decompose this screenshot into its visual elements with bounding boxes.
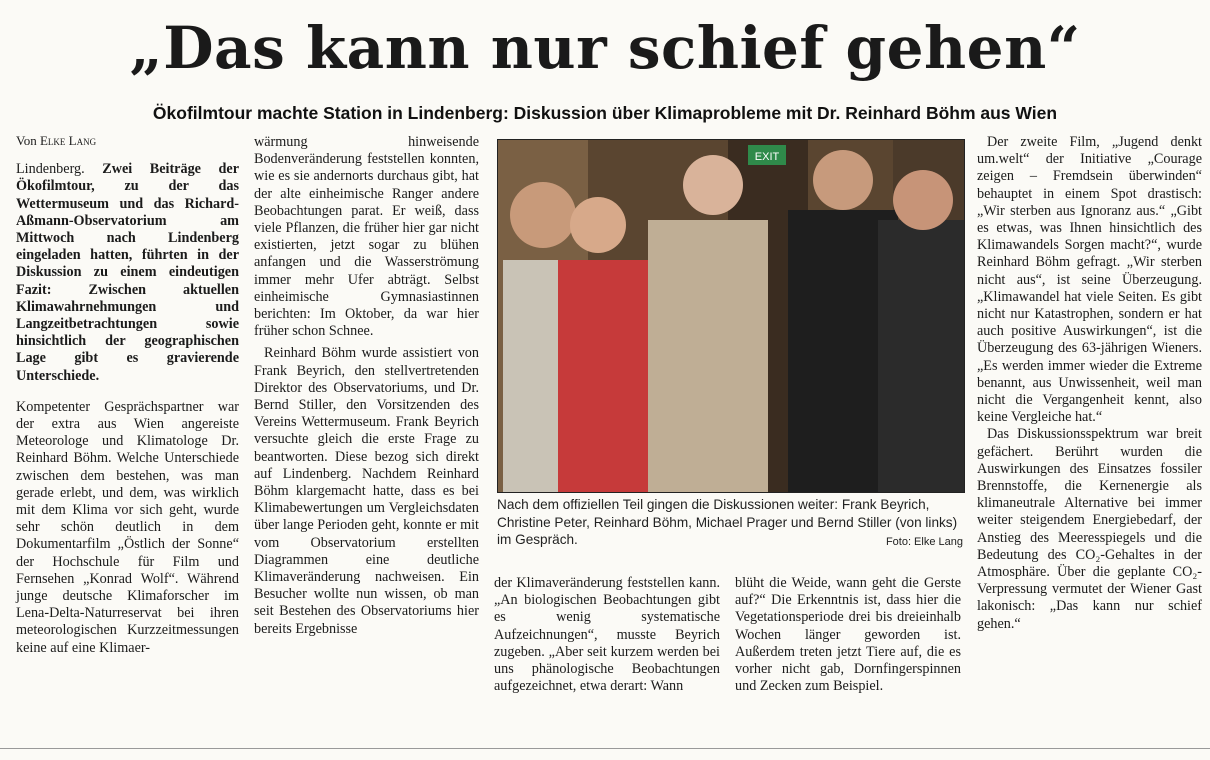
column-2-paragraph-2: Reinhard Böhm wurde assistiert von Frank Beyrich, den stellvertretenden Direktor des Observatoriums, und Dr. Bernd Stiller, den Vorsitzenden des Vereins Wettermuseum. Frank Beyrich versuchte gleich die erste Frage zu beantworten. Diese bezog sich direkt auf Lindenberg. Nachdem Reinhard Böhm klargemacht hatte, dass es bei Klimabewertungen um Vergleichsdaten über lange Perioden geht, konnte er mit vom Observatorium erstellten Diagrammen eine deutliche Klimaveränderung nachweisen. Ein Besucher wollte nun wissen, ob man seit Bestehen des Observatoriums hier bereits Ergebnisse [254, 345, 479, 637]
byline-prefix: Von [16, 133, 37, 148]
column-4-paragraph: blüht die Weide, wann geht die Gerste auf?“ Die Erkenntnis ist, dass hier die Vegetationsperiode drei bis dreieinhalb Wochen länger geworden ist. Außerdem treten jetzt Tiere auf, die es vorher nicht gab, Dornfingerspinnen und Zecken zum Beispiel. [735, 575, 961, 695]
person-3 [648, 220, 768, 492]
person-5 [878, 220, 964, 492]
article-subheadline: Ökofilmtour machte Station in Lindenberg: Diskussion über Klimaprobleme mit Dr. Reinhard Böhm aus Wien [152, 103, 1058, 123]
photo-illustration [498, 140, 964, 492]
column-5-paragraph-1: Der zweite Film, „Jugend denkt um.welt“ der Initiative „Courage zeigen – Fremdsein überwinden“ behauptet in einem Spot drastisch: „Wir sterben aus Ignoranz aus.“ „Gibt es etwas, was Ihnen hinsichtlich des Klimawandels Sorgen macht?“, wurde Reinhard Böhm gefragt. „Wir sterben nicht aus“, ist seine Überzeugung. „Klimawandel hat viele Seiten. Es gibt nicht nur Katastrophen, sondern er hat auch positive Auswirkungen“, ist die Überzeugung des 63-jährigen Wieners. „Es werden immer wieder die Extreme benannt, aus Unwissenheit, weil man nicht die Vergangenheit kennt, also keine Vergleiche hat.“ [977, 134, 1202, 426]
person-2 [558, 260, 658, 492]
column-2-paragraph-1: wärmung hinweisende Bodenveränderung feststellen konnten, wie es sie andernorts durchaus gibt, hat der alte einheimische Ranger andere Beobachtungen parat. Er weiß, dass viele Pflanzen, die früher hier gar nicht existierten, jetzt sogar zu blühen anfangen und die Wasserströmung immer mehr Ufer abträgt. Selbst einheimische Gymnasiastinnen berichten: Im Oktober, da war hier früher schon Schnee. [254, 134, 479, 340]
column-4 [735, 575, 961, 695]
column-5-paragraph-2: Das Diskussionsspektrum war breit gefächert. Berührt wurden die Auswirkungen des Einsatzes fossiler Brennstoffe, die Kernenergie als klimaneutrale Alternative bei immer weiter steigendem Energiebedarf, der Anstieg des Meeresspiegels und die Bedeutung des CO₂-Gehaltes in der Atmosphäre. Über die geplante CO₂-Verpressung vermutet der Wiener Gast lakonisch: „Das kann nur schief gehen.“ [977, 426, 1202, 632]
article-headline: „Das kann nur schief gehen“ [129, 14, 1081, 82]
column-1 [16, 132, 239, 657]
caption-text: Nach dem offiziellen Teil gingen die Diskussionen weiter: Frank Beyrich, Christine Peter, Reinhard Böhm, Michael Prager und Bernd Stiller (von links) im Gespräch. [497, 497, 958, 547]
lead-paragraph [16, 161, 239, 385]
byline-author: Elke Lang [39, 133, 97, 148]
lead-location: Lindenberg. [16, 161, 85, 178]
photo-credit: Foto: Elke Lang [885, 536, 963, 548]
column-1-paragraph: Kompetenter Gesprächspartner war der extra aus Wien angereiste Meteorologe und Klimatologe Dr. Reinhard Böhm. Welche Unterschiede zwischen dem bestehen, was man gerade erlebt, und dem, was wirklich mit dem Klima vor sich geht, wurde sehr schön deutlich in dem Dokumentarfilm „Östlich der Sonne“ der Hochschule für Film und Fernsehen „Konrad Wolf“. Während junge deutsche Klimaforscher im Lena-Delta-Naturreservat bei ihren meteorologischen Kurzzeitmessungen keine auf eine Klimaer- [16, 398, 239, 656]
column-3-paragraph: der Klimaveränderung feststellen kann. „An biologischen Beobachtungen gibt es wenig systematische Aufzeichnungen“, musste Beyrich zugeben. „Aber seit kurzem werden bei uns phänologische Beobachtungen aufgezeichnet, etwa derart: Wann [494, 575, 720, 695]
byline [16, 132, 239, 149]
column-5 [977, 134, 1202, 633]
column-3 [494, 575, 720, 695]
exit-sign-text: EXIT [754, 151, 780, 163]
lead-text: Zwei Beiträge der Ökofilmtour, zu der das Wettermuseum und das Richard-Aßmann-Observatorium am Mittwoch nach Lindenberg eingeladen hatten, führten in der Diskussion zu einem eindeutigen Fazit: Zwischen aktuellen Klimawahrnehmungen und Langzeitbetrachtungen sowie hinsichtlich der geographischen Lage gibt es gravierende Unterschiede. [16, 161, 240, 384]
column-2 [254, 134, 479, 638]
photo-caption [497, 496, 963, 552]
article-photo [497, 139, 965, 493]
bottom-rule [0, 748, 1210, 749]
